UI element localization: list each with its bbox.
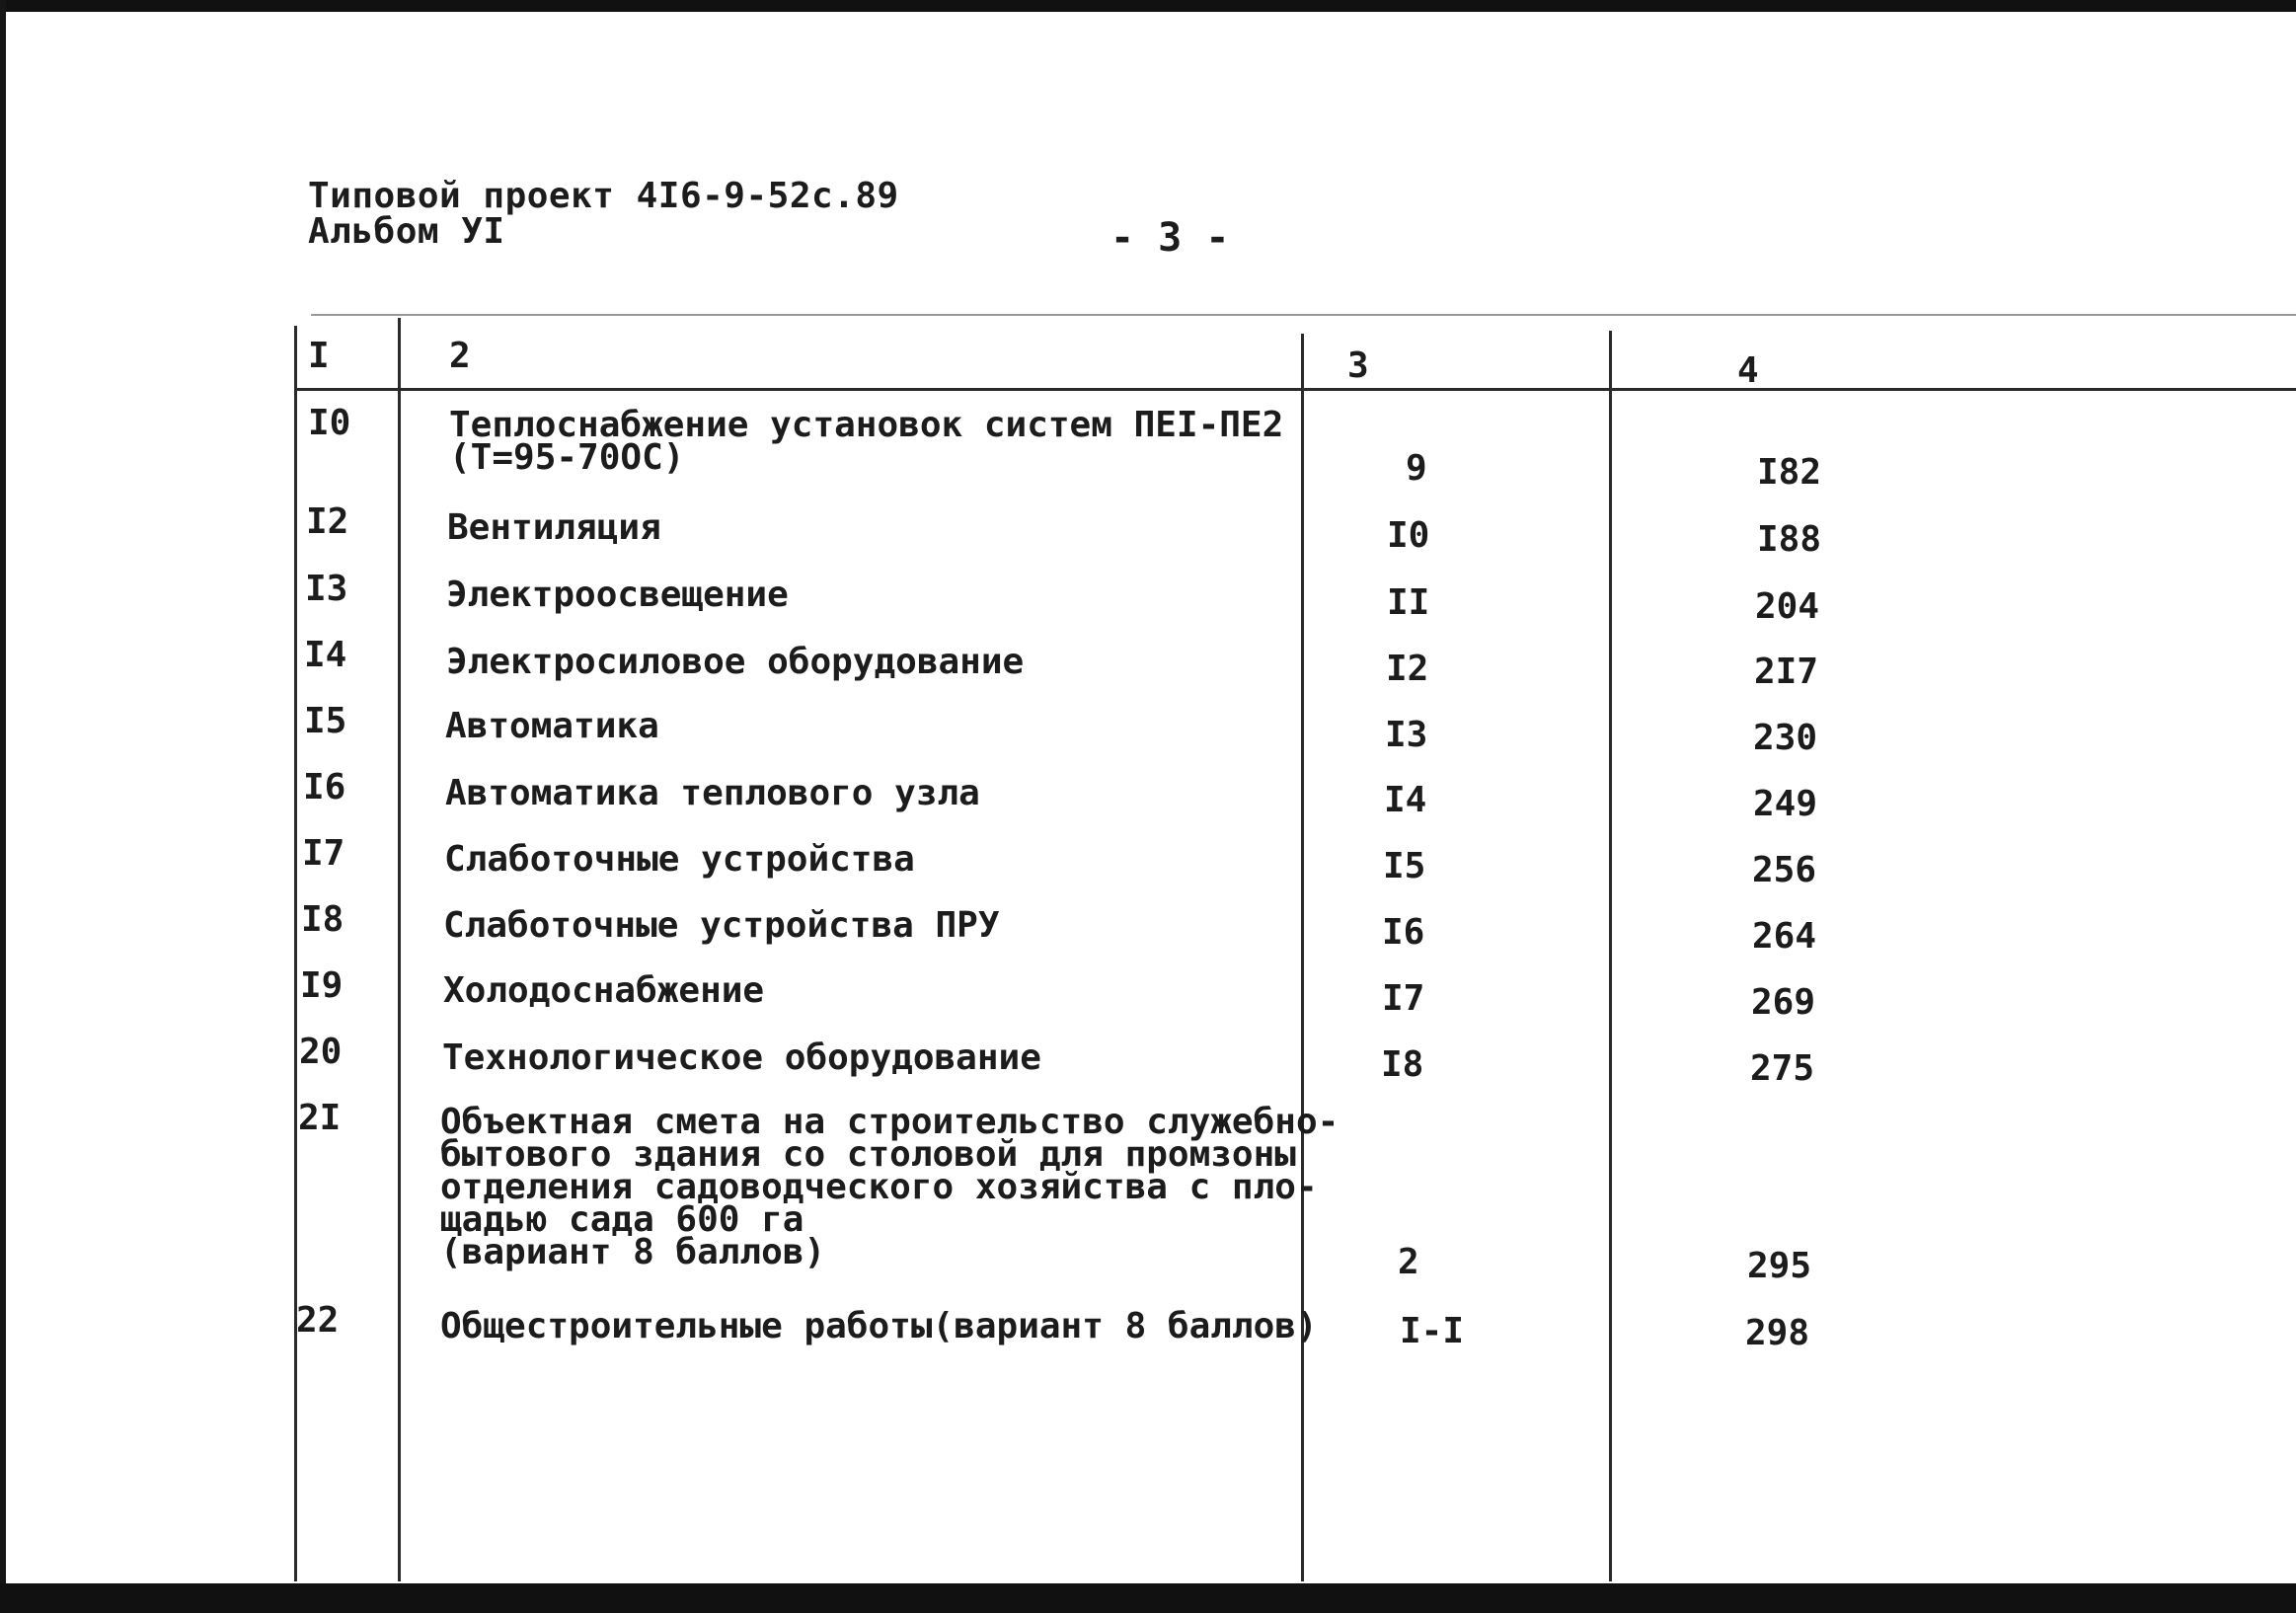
- row-col4: 2I7: [1754, 652, 1819, 692]
- row-title: Слаботочные устройства: [444, 839, 915, 880]
- row-col4: 204: [1755, 586, 1820, 627]
- row-col3: I4: [1384, 780, 1427, 820]
- row-number: I0: [308, 403, 351, 443]
- row-title: Электроосвещение: [446, 575, 789, 615]
- row-col3: II: [1387, 582, 1430, 623]
- column-header-4: 4: [1737, 350, 1759, 391]
- row-col3: I6: [1382, 912, 1425, 953]
- row-title: Объектная смета на строительство служебно- бытового здания со столовой для промзоны отделения садоводческого хозяйства с пло- щадью сада 600 га (вариант 8 баллов): [440, 1102, 1339, 1272]
- row-title: Электросиловое оборудование: [446, 642, 1025, 682]
- row-number: I4: [304, 635, 347, 675]
- row-col4: 275: [1750, 1048, 1815, 1089]
- row-title: Слаботочные устройства ПРУ: [443, 905, 1000, 946]
- row-col3: I0: [1387, 515, 1430, 556]
- row-title: Автоматика теплового узла: [445, 773, 980, 813]
- row-col4: 256: [1752, 850, 1817, 890]
- page-number: - 3 -: [1110, 215, 1230, 261]
- row-col4: 269: [1751, 982, 1816, 1023]
- row-number: I6: [303, 767, 346, 807]
- row-col3: 9: [1406, 448, 1427, 489]
- row-col3: I8: [1381, 1044, 1424, 1085]
- header-bottom-rule: [296, 388, 2296, 391]
- row-title: Технологическое оборудование: [442, 1037, 1041, 1078]
- row-number: I3: [305, 569, 348, 609]
- album-label: Альбом УI: [308, 211, 505, 252]
- row-number: 20: [299, 1032, 343, 1072]
- row-number: I5: [304, 701, 347, 741]
- row-number: I9: [300, 965, 344, 1006]
- column-header-1: I: [308, 336, 330, 376]
- row-title: Автоматика: [445, 706, 659, 746]
- row-col3: I3: [1385, 715, 1428, 755]
- row-col3: 2: [1398, 1242, 1419, 1282]
- row-col4: I88: [1757, 519, 1822, 560]
- table-top-rule: [311, 314, 2296, 316]
- row-col4: 230: [1753, 718, 1818, 758]
- row-col4: 264: [1752, 916, 1817, 957]
- row-col3: I7: [1382, 978, 1425, 1019]
- row-number: 22: [296, 1300, 340, 1341]
- row-col4: I82: [1757, 452, 1822, 493]
- row-number: I7: [302, 833, 345, 874]
- column-divider-2: [1301, 334, 1304, 1581]
- project-title: Типовой проект 4I6-9-52с.89: [308, 176, 899, 216]
- column-divider-3: [1609, 331, 1612, 1581]
- column-header-3: 3: [1347, 346, 1369, 386]
- column-header-2: 2: [449, 336, 471, 376]
- table-left-border: [294, 326, 297, 1581]
- row-col4: 295: [1747, 1246, 1812, 1286]
- row-title: Холодоснабжение: [443, 970, 765, 1011]
- row-title: Теплоснабжение установок систем ПЕI-ПЕ2 (Т=95-70ОС): [449, 405, 1284, 478]
- row-number: 2I: [298, 1098, 342, 1138]
- row-title: Общестроительные работы(вариант 8 баллов): [440, 1306, 1318, 1346]
- row-col3: I2: [1386, 649, 1429, 689]
- row-title: Вентиляция: [447, 507, 661, 548]
- row-col3: I5: [1383, 846, 1426, 886]
- row-col4: 298: [1745, 1313, 1810, 1353]
- row-col4: 249: [1753, 784, 1818, 824]
- row-number: I2: [306, 501, 349, 542]
- row-col3: I-I: [1400, 1311, 1465, 1351]
- column-divider-1: [398, 318, 401, 1581]
- row-number: I8: [301, 899, 344, 940]
